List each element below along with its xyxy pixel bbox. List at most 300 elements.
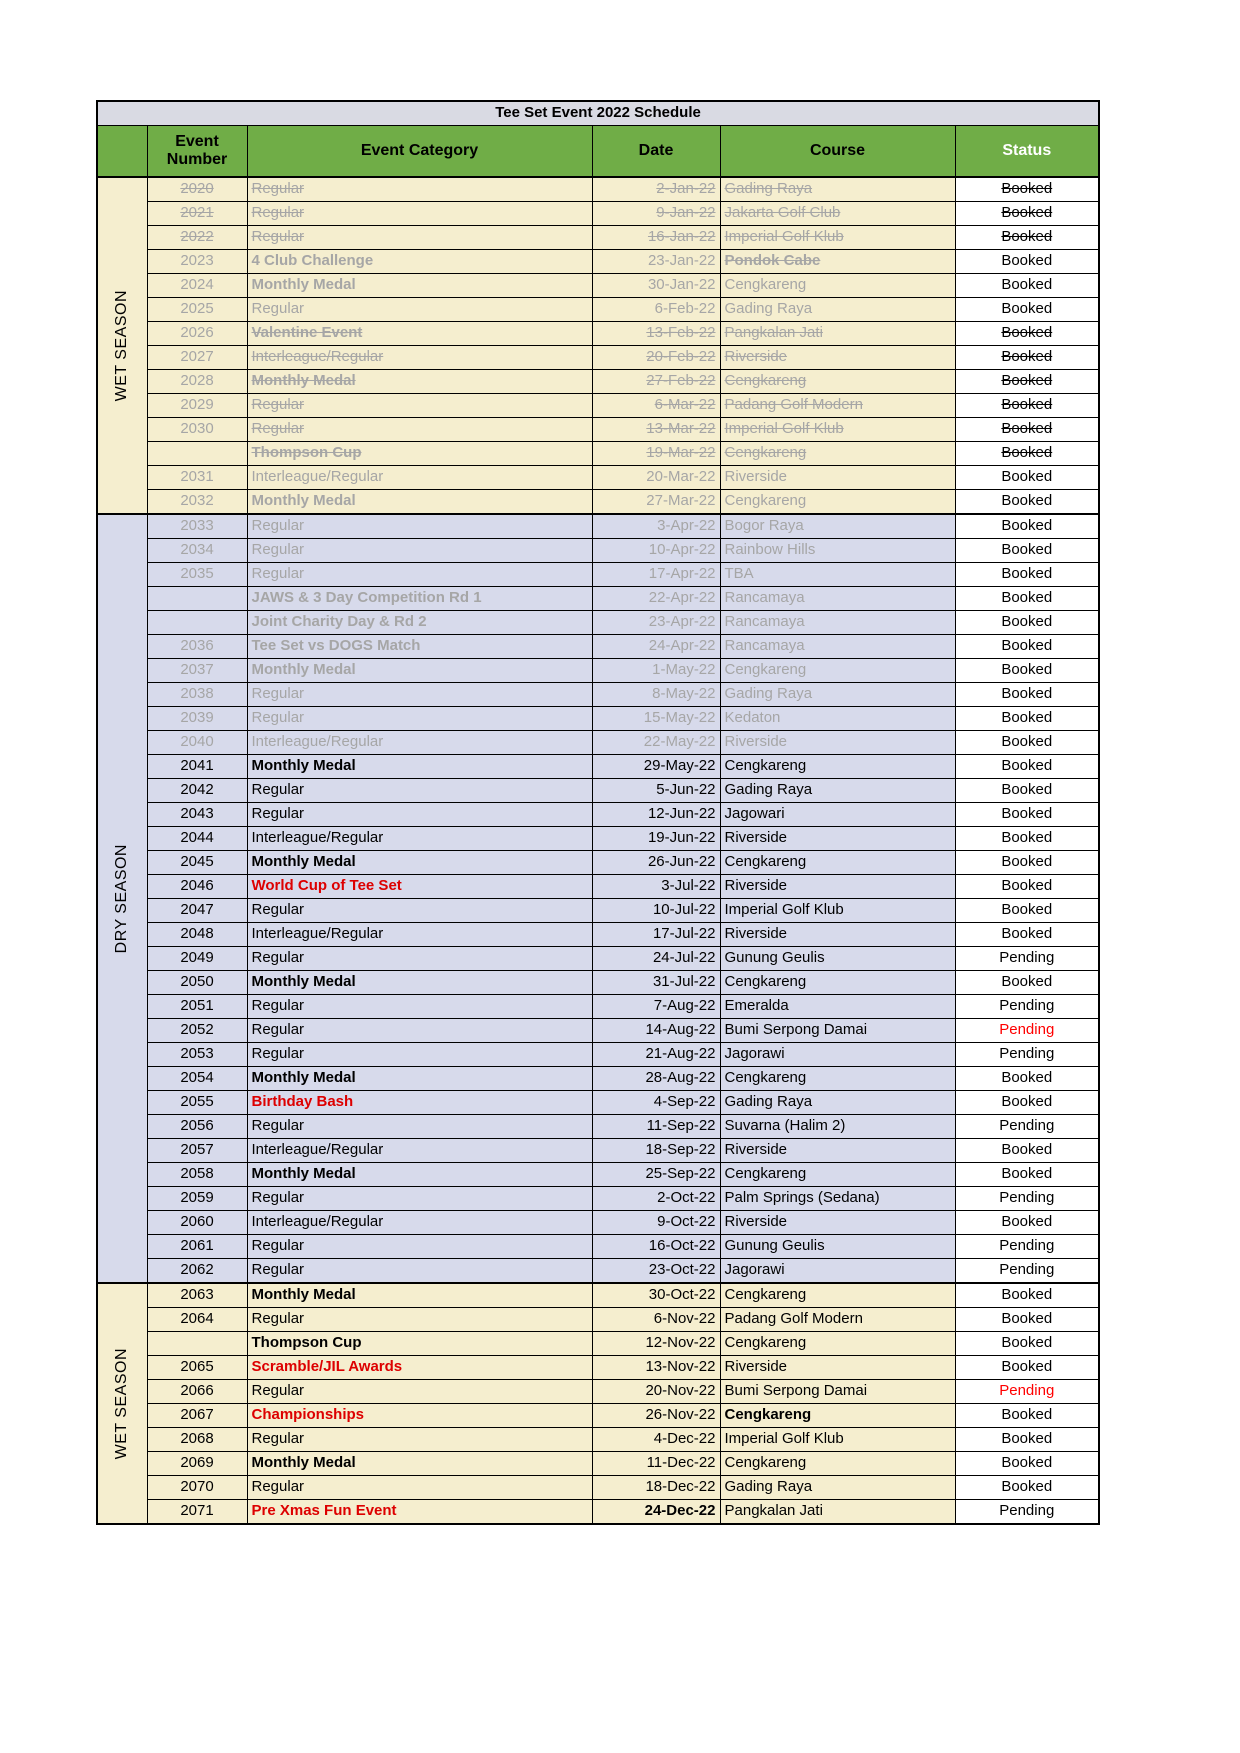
table-row	[97, 1332, 1099, 1356]
course-cell: Riverside	[720, 466, 955, 490]
course-cell: Jagorawi	[720, 1043, 955, 1067]
event-number-cell: 2030	[147, 418, 247, 442]
event-number-cell: 2022	[147, 226, 247, 250]
event-category-cell: Regular	[247, 1476, 592, 1500]
event-category-cell: Regular	[247, 563, 592, 587]
event-number-cell	[147, 442, 247, 466]
event-category-cell: Regular	[247, 803, 592, 827]
event-category-cell: Pre Xmas Fun Event	[247, 1500, 592, 1525]
status-cell: Booked	[955, 1428, 1099, 1452]
course-cell: Cengkareng	[720, 1283, 955, 1308]
course-cell: Bumi Serpong Damai	[720, 1019, 955, 1043]
date-cell: 1-May-22	[592, 659, 720, 683]
date-cell: 12-Jun-22	[592, 803, 720, 827]
course-cell: Bumi Serpong Damai	[720, 1380, 955, 1404]
event-category-cell: Interleague/Regular	[247, 466, 592, 490]
date-cell: 4-Dec-22	[592, 1428, 720, 1452]
event-number-cell: 2044	[147, 827, 247, 851]
date-cell: 24-Apr-22	[592, 635, 720, 659]
event-number-cell: 2031	[147, 466, 247, 490]
date-cell: 10-Apr-22	[592, 539, 720, 563]
event-category-cell: Monthly Medal	[247, 755, 592, 779]
event-category-cell: Regular	[247, 1428, 592, 1452]
table-row	[97, 1187, 1099, 1211]
status-cell: Booked	[955, 298, 1099, 322]
date-cell: 17-Apr-22	[592, 563, 720, 587]
event-category-cell: Interleague/Regular	[247, 827, 592, 851]
course-cell: Cengkareng	[720, 659, 955, 683]
table-row	[97, 755, 1099, 779]
event-number-cell: 2066	[147, 1380, 247, 1404]
table-row	[97, 587, 1099, 611]
event-category-cell: Monthly Medal	[247, 1452, 592, 1476]
event-category-cell: Interleague/Regular	[247, 1139, 592, 1163]
course-cell: Riverside	[720, 827, 955, 851]
status-cell: Booked	[955, 1332, 1099, 1356]
table-row	[97, 514, 1099, 539]
date-cell: 23-Jan-22	[592, 250, 720, 274]
table-row	[97, 394, 1099, 418]
status-cell: Pending	[955, 1019, 1099, 1043]
event-category-cell: Monthly Medal	[247, 274, 592, 298]
status-cell: Booked	[955, 274, 1099, 298]
event-category-cell: Regular	[247, 995, 592, 1019]
date-cell: 27-Mar-22	[592, 490, 720, 515]
status-cell: Booked	[955, 442, 1099, 466]
event-category-cell: Regular	[247, 514, 592, 539]
event-category-cell: Joint Charity Day & Rd 2	[247, 611, 592, 635]
status-cell: Booked	[955, 370, 1099, 394]
course-cell: Emeralda	[720, 995, 955, 1019]
date-cell: 20-Feb-22	[592, 346, 720, 370]
event-category-cell: 4 Club Challenge	[247, 250, 592, 274]
status-cell: Booked	[955, 346, 1099, 370]
page-title: Tee Set Event 2022 Schedule	[97, 101, 1099, 126]
course-cell: Gunung Geulis	[720, 947, 955, 971]
date-cell: 18-Dec-22	[592, 1476, 720, 1500]
table-row	[97, 490, 1099, 515]
event-category-cell: Regular	[247, 1115, 592, 1139]
status-cell: Pending	[955, 995, 1099, 1019]
event-category-cell: Regular	[247, 539, 592, 563]
course-cell: Gading Raya	[720, 1091, 955, 1115]
date-cell: 26-Nov-22	[592, 1404, 720, 1428]
table-row	[97, 322, 1099, 346]
status-cell: Booked	[955, 177, 1099, 202]
course-cell: Cengkareng	[720, 370, 955, 394]
status-cell: Pending	[955, 1115, 1099, 1139]
course-cell: Imperial Golf Klub	[720, 899, 955, 923]
event-category-cell: Regular	[247, 947, 592, 971]
table-row	[97, 1211, 1099, 1235]
date-cell: 7-Aug-22	[592, 995, 720, 1019]
event-number-cell: 2050	[147, 971, 247, 995]
status-cell: Booked	[955, 1211, 1099, 1235]
status-cell: Booked	[955, 1139, 1099, 1163]
date-cell: 8-May-22	[592, 683, 720, 707]
table-row	[97, 1500, 1099, 1525]
date-cell: 24-Jul-22	[592, 947, 720, 971]
date-cell: 20-Nov-22	[592, 1380, 720, 1404]
event-category-cell: Regular	[247, 177, 592, 202]
course-cell: Gading Raya	[720, 1476, 955, 1500]
course-cell: Suvarna (Halim 2)	[720, 1115, 955, 1139]
status-cell: Booked	[955, 683, 1099, 707]
status-cell: Booked	[955, 923, 1099, 947]
event-category-cell: Regular	[247, 899, 592, 923]
date-cell: 12-Nov-22	[592, 1332, 720, 1356]
status-cell: Booked	[955, 418, 1099, 442]
event-number-cell: 2035	[147, 563, 247, 587]
event-category-cell: Regular	[247, 1043, 592, 1067]
table-row	[97, 1115, 1099, 1139]
status-cell: Booked	[955, 250, 1099, 274]
date-cell: 9-Jan-22	[592, 202, 720, 226]
course-cell: Riverside	[720, 1356, 955, 1380]
season-label: DRY SEASON	[113, 843, 131, 954]
course-cell: Padang Golf Modern	[720, 1308, 955, 1332]
date-header: Date	[592, 126, 720, 178]
event-category-cell: Regular	[247, 1259, 592, 1284]
event-number-cell: 2053	[147, 1043, 247, 1067]
course-cell: Rainbow Hills	[720, 539, 955, 563]
course-cell: Pangkalan Jati	[720, 1500, 955, 1525]
status-cell: Pending	[955, 1235, 1099, 1259]
event-category-cell: Regular	[247, 418, 592, 442]
course-header: Course	[720, 126, 955, 178]
status-cell: Booked	[955, 611, 1099, 635]
event-category-cell: Regular	[247, 683, 592, 707]
table-row	[97, 466, 1099, 490]
date-cell: 21-Aug-22	[592, 1043, 720, 1067]
date-cell: 15-May-22	[592, 707, 720, 731]
event-number-cell: 2042	[147, 779, 247, 803]
event-category-cell: Regular	[247, 226, 592, 250]
event-number-cell: 2037	[147, 659, 247, 683]
event-category-cell: Interleague/Regular	[247, 1211, 592, 1235]
date-cell: 31-Jul-22	[592, 971, 720, 995]
date-cell: 11-Sep-22	[592, 1115, 720, 1139]
course-cell: Imperial Golf Klub	[720, 418, 955, 442]
course-cell: Pangkalan Jati	[720, 322, 955, 346]
event-category-cell: Regular	[247, 779, 592, 803]
season-cell	[97, 514, 147, 1283]
event-category-cell: Championships	[247, 1404, 592, 1428]
date-cell: 13-Nov-22	[592, 1356, 720, 1380]
date-cell: 23-Apr-22	[592, 611, 720, 635]
date-cell: 2-Oct-22	[592, 1187, 720, 1211]
course-cell: Cengkareng	[720, 1332, 955, 1356]
course-cell: Rancamaya	[720, 587, 955, 611]
event-number-cell: 2061	[147, 1235, 247, 1259]
table-row	[97, 731, 1099, 755]
event-number-cell: 2020	[147, 177, 247, 202]
date-cell: 5-Jun-22	[592, 779, 720, 803]
date-cell: 28-Aug-22	[592, 1067, 720, 1091]
status-cell: Booked	[955, 779, 1099, 803]
event-category-cell: Tee Set vs DOGS Match	[247, 635, 592, 659]
event-category-cell: World Cup of Tee Set	[247, 875, 592, 899]
date-cell: 9-Oct-22	[592, 1211, 720, 1235]
course-cell: Riverside	[720, 923, 955, 947]
date-cell: 3-Jul-22	[592, 875, 720, 899]
date-cell: 16-Jan-22	[592, 226, 720, 250]
table-row	[97, 803, 1099, 827]
event-number-cell: 2021	[147, 202, 247, 226]
event-category-cell: Regular	[247, 394, 592, 418]
event-category-cell: Regular	[247, 1187, 592, 1211]
status-cell: Booked	[955, 1067, 1099, 1091]
event-category-cell: Monthly Medal	[247, 659, 592, 683]
status-cell: Booked	[955, 322, 1099, 346]
season-cell	[97, 177, 147, 514]
course-cell: Gading Raya	[720, 177, 955, 202]
status-cell: Booked	[955, 875, 1099, 899]
date-cell: 13-Feb-22	[592, 322, 720, 346]
event-number-cell: 2054	[147, 1067, 247, 1091]
event-category-cell: Valentine Event	[247, 322, 592, 346]
status-cell: Pending	[955, 1187, 1099, 1211]
event-number-cell: 2036	[147, 635, 247, 659]
event-category-cell: Regular	[247, 1019, 592, 1043]
event-number-cell: 2033	[147, 514, 247, 539]
event-number-cell: 2046	[147, 875, 247, 899]
event-number-cell: 2027	[147, 346, 247, 370]
course-cell: Jagowari	[720, 803, 955, 827]
course-cell: Riverside	[720, 1139, 955, 1163]
course-cell: Cengkareng	[720, 1067, 955, 1091]
table-row	[97, 202, 1099, 226]
table-row	[97, 1452, 1099, 1476]
table-row	[97, 1380, 1099, 1404]
date-cell: 11-Dec-22	[592, 1452, 720, 1476]
date-cell: 18-Sep-22	[592, 1139, 720, 1163]
event-number-cell: 2071	[147, 1500, 247, 1525]
table-row	[97, 298, 1099, 322]
course-cell: Riverside	[720, 1211, 955, 1235]
status-cell: Booked	[955, 755, 1099, 779]
event-number-cell: 2026	[147, 322, 247, 346]
course-cell: Cengkareng	[720, 1452, 955, 1476]
course-cell: Gading Raya	[720, 683, 955, 707]
status-cell: Booked	[955, 899, 1099, 923]
table-row	[97, 1308, 1099, 1332]
status-cell: Booked	[955, 1476, 1099, 1500]
status-cell: Booked	[955, 539, 1099, 563]
status-cell: Booked	[955, 1452, 1099, 1476]
course-cell: Riverside	[720, 346, 955, 370]
date-cell: 27-Feb-22	[592, 370, 720, 394]
event-category-cell: Thompson Cup	[247, 1332, 592, 1356]
course-cell: Cengkareng	[720, 274, 955, 298]
event-schedule-table	[96, 100, 1100, 1525]
status-cell: Booked	[955, 1163, 1099, 1187]
event-number-cell: 2049	[147, 947, 247, 971]
status-cell: Booked	[955, 587, 1099, 611]
event-category-cell: Regular	[247, 707, 592, 731]
status-cell: Booked	[955, 490, 1099, 515]
event-category-cell: Monthly Medal	[247, 370, 592, 394]
event-number-cell: 2034	[147, 539, 247, 563]
event-number-cell: 2038	[147, 683, 247, 707]
event-category-cell: Regular	[247, 1308, 592, 1332]
date-cell: 3-Apr-22	[592, 514, 720, 539]
table-row	[97, 442, 1099, 466]
course-cell: Cengkareng	[720, 851, 955, 875]
event-category-cell: Regular	[247, 202, 592, 226]
status-cell: Booked	[955, 394, 1099, 418]
date-cell: 2-Jan-22	[592, 177, 720, 202]
date-cell: 20-Mar-22	[592, 466, 720, 490]
status-cell: Pending	[955, 1380, 1099, 1404]
event-category-cell: Birthday Bash	[247, 1091, 592, 1115]
event-number-cell: 2028	[147, 370, 247, 394]
status-cell: Pending	[955, 1043, 1099, 1067]
table-row	[97, 563, 1099, 587]
date-cell: 6-Mar-22	[592, 394, 720, 418]
status-cell: Booked	[955, 635, 1099, 659]
status-cell: Pending	[955, 1259, 1099, 1284]
course-cell: TBA	[720, 563, 955, 587]
event-category-cell: Monthly Medal	[247, 1163, 592, 1187]
course-cell: Gading Raya	[720, 298, 955, 322]
table-row	[97, 1163, 1099, 1187]
course-cell: Cengkareng	[720, 490, 955, 515]
event-category-cell: Scramble/JIL Awards	[247, 1356, 592, 1380]
table-row	[97, 370, 1099, 394]
date-cell: 23-Oct-22	[592, 1259, 720, 1284]
course-cell: Cengkareng	[720, 1163, 955, 1187]
table-row	[97, 635, 1099, 659]
season-label: WET SEASON	[113, 289, 131, 402]
event-category-cell: Regular	[247, 298, 592, 322]
event-number-cell	[147, 1332, 247, 1356]
course-cell: Palm Springs (Sedana)	[720, 1187, 955, 1211]
table-row	[97, 659, 1099, 683]
status-cell: Booked	[955, 659, 1099, 683]
event-number-cell: 2032	[147, 490, 247, 515]
table-row	[97, 875, 1099, 899]
event-number-cell: 2055	[147, 1091, 247, 1115]
event-number-cell	[147, 587, 247, 611]
table-row	[97, 827, 1099, 851]
date-cell: 26-Jun-22	[592, 851, 720, 875]
status-cell: Booked	[955, 1308, 1099, 1332]
course-cell: Imperial Golf Klub	[720, 226, 955, 250]
table-row	[97, 1356, 1099, 1380]
table-row	[97, 923, 1099, 947]
date-cell: 10-Jul-22	[592, 899, 720, 923]
event-category-cell: Interleague/Regular	[247, 346, 592, 370]
date-cell: 24-Dec-22	[592, 1500, 720, 1525]
event-number-header: Event Number	[147, 126, 247, 178]
event-number-cell: 2063	[147, 1283, 247, 1308]
event-number-cell: 2067	[147, 1404, 247, 1428]
event-number-cell: 2065	[147, 1356, 247, 1380]
event-category-cell: Regular	[247, 1380, 592, 1404]
event-number-cell: 2023	[147, 250, 247, 274]
event-number-cell: 2045	[147, 851, 247, 875]
date-cell: 6-Nov-22	[592, 1308, 720, 1332]
event-category-cell: Monthly Medal	[247, 1283, 592, 1308]
table-row	[97, 995, 1099, 1019]
table-row	[97, 226, 1099, 250]
table-row	[97, 1259, 1099, 1284]
table-row	[97, 1043, 1099, 1067]
event-number-cell: 2048	[147, 923, 247, 947]
course-cell: Cengkareng	[720, 755, 955, 779]
date-cell: 14-Aug-22	[592, 1019, 720, 1043]
event-number-cell: 2062	[147, 1259, 247, 1284]
table-row	[97, 851, 1099, 875]
event-number-cell: 2052	[147, 1019, 247, 1043]
status-cell: Booked	[955, 803, 1099, 827]
date-cell: 17-Jul-22	[592, 923, 720, 947]
status-cell: Booked	[955, 1283, 1099, 1308]
table-row	[97, 683, 1099, 707]
course-cell: Jagorawi	[720, 1259, 955, 1284]
event-category-header: Event Category	[247, 126, 592, 178]
event-category-cell: Interleague/Regular	[247, 923, 592, 947]
course-cell: Cengkareng	[720, 442, 955, 466]
status-cell: Booked	[955, 1356, 1099, 1380]
course-cell: Riverside	[720, 875, 955, 899]
course-cell: Pondok Cabe	[720, 250, 955, 274]
course-cell: Bogor Raya	[720, 514, 955, 539]
status-cell: Pending	[955, 947, 1099, 971]
event-number-cell: 2056	[147, 1115, 247, 1139]
table-row	[97, 1404, 1099, 1428]
course-cell: Gading Raya	[720, 779, 955, 803]
course-cell: Rancamaya	[720, 611, 955, 635]
status-cell: Booked	[955, 563, 1099, 587]
date-cell: 30-Oct-22	[592, 1283, 720, 1308]
event-category-cell: Monthly Medal	[247, 490, 592, 515]
date-cell: 22-Apr-22	[592, 587, 720, 611]
event-number-cell: 2057	[147, 1139, 247, 1163]
status-cell: Booked	[955, 827, 1099, 851]
table-row	[97, 1019, 1099, 1043]
status-cell: Booked	[955, 1091, 1099, 1115]
event-number-cell: 2040	[147, 731, 247, 755]
status-cell: Booked	[955, 851, 1099, 875]
date-cell: 25-Sep-22	[592, 1163, 720, 1187]
status-cell: Booked	[955, 226, 1099, 250]
event-number-cell: 2024	[147, 274, 247, 298]
table-row	[97, 899, 1099, 923]
table-row	[97, 346, 1099, 370]
table-row	[97, 1283, 1099, 1308]
status-cell: Booked	[955, 971, 1099, 995]
event-number-cell: 2064	[147, 1308, 247, 1332]
event-number-cell: 2043	[147, 803, 247, 827]
date-cell: 30-Jan-22	[592, 274, 720, 298]
event-number-cell: 2051	[147, 995, 247, 1019]
event-category-cell: JAWS & 3 Day Competition Rd 1	[247, 587, 592, 611]
table-row	[97, 1139, 1099, 1163]
event-category-cell: Regular	[247, 1235, 592, 1259]
date-cell: 29-May-22	[592, 755, 720, 779]
title-row	[97, 101, 1099, 126]
event-number-cell: 2025	[147, 298, 247, 322]
event-number-cell: 2041	[147, 755, 247, 779]
table-row	[97, 274, 1099, 298]
table-row	[97, 250, 1099, 274]
table-row	[97, 707, 1099, 731]
table-row	[97, 1476, 1099, 1500]
event-number-cell: 2069	[147, 1452, 247, 1476]
table-row	[97, 1067, 1099, 1091]
